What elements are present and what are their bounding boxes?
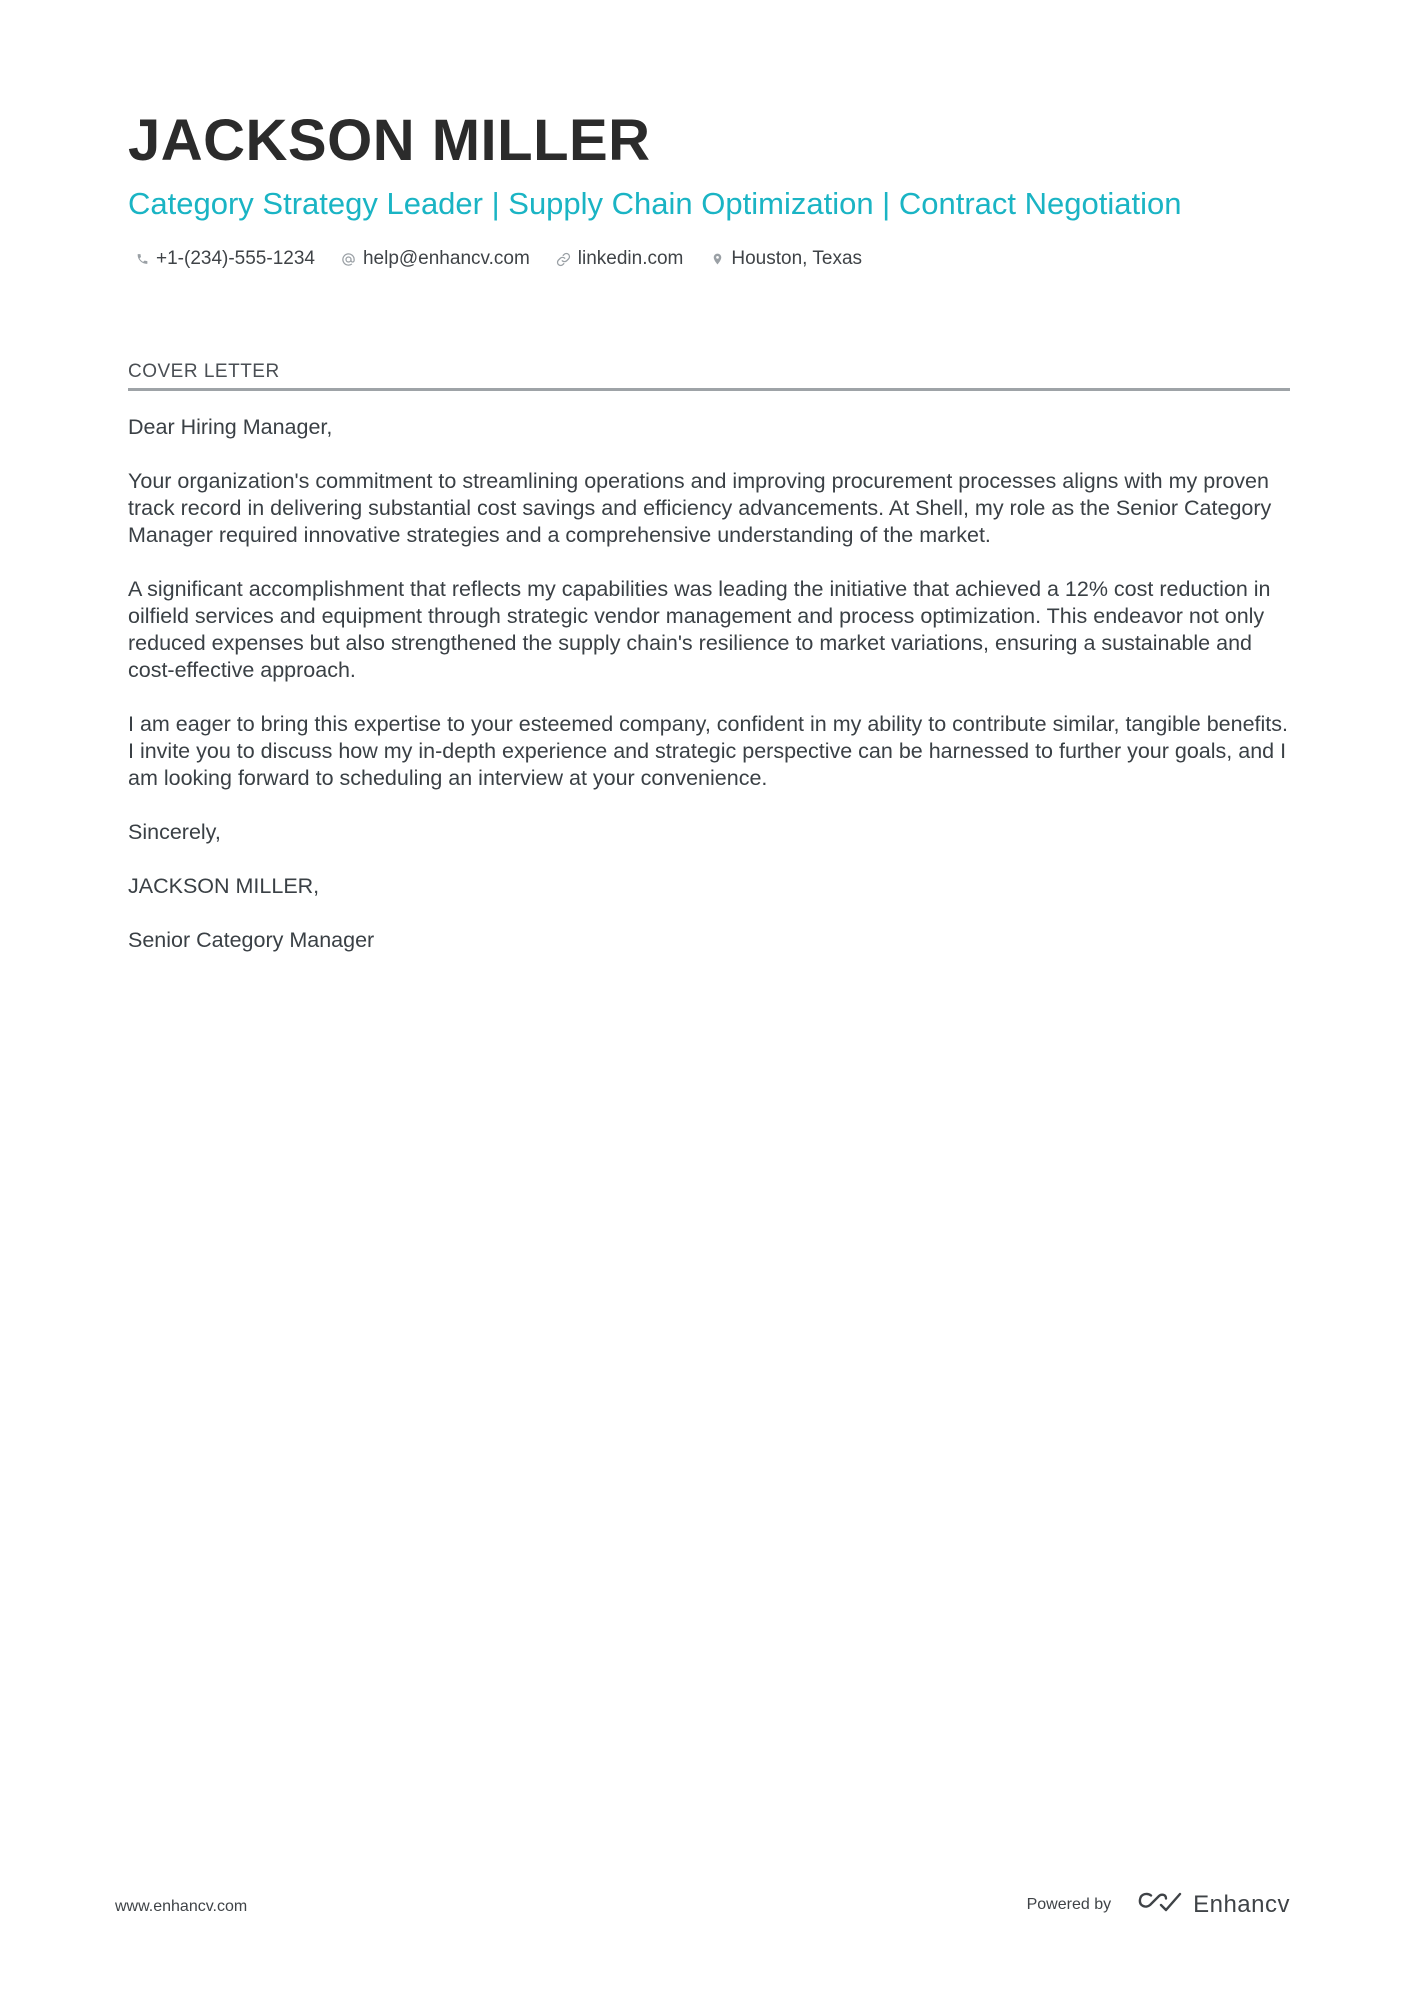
powered-by-label: Powered by [1026,1895,1112,1913]
email-text: help@enhancv.com [362,248,530,269]
headline: Category Strategy Leader | Supply Chain Optimization | Contract Negotiation [128,186,1182,221]
section-title-cover-letter: COVER LETTER [128,361,1290,391]
phone-text: +1-(234)-555-1234 [156,248,315,269]
contact-email[interactable] [341,248,530,270]
contact-phone[interactable] [134,248,315,270]
enhancv-logo-icon [1137,1890,1183,1919]
contact-linkedin[interactable] [556,248,684,270]
footer-url[interactable]: www.enhancv.com [115,1898,248,1915]
signature-name: JACKSON MILLER, [128,874,320,898]
paragraph-2: A significant accomplishment that reflects my capabilities was leading the initiative that achieved a 12% cost reduction in oilfield services and equipment through strategic vendor management and process optimization. This endeavor not only reduced expenses but also strengthened the supply chain's resilience to market variations, ensuring a sustainable and cost-effective approach. [128,577,1271,682]
contact-bar [134,248,888,270]
at-sign-icon [341,250,357,268]
letter-body [128,414,1290,981]
link-icon [556,250,572,268]
location-pin-icon [709,250,725,268]
phone-icon [134,250,150,268]
salutation: Dear Hiring Manager, [128,415,333,439]
contact-location [709,248,862,270]
candidate-name: JACKSON MILLER [128,108,651,173]
enhancv-brand-name: Enhancv [1193,1890,1290,1918]
paragraph-3: I am eager to bring this expertise to your esteemed company, confident in my ability to contribute similar, tangible benefits. I invite you to discuss how my in-depth experience and strategic perspective can be harnessed to further your goals, and I am looking forward to scheduling an interview at your convenience. [128,712,1289,790]
enhancv-logo[interactable] [1137,1890,1290,1919]
closing: Sincerely, [128,820,221,844]
signature-title: Senior Category Manager [128,928,375,952]
linkedin-text: linkedin.com [577,248,684,269]
location-text: Houston, Texas [731,248,863,269]
paragraph-1: Your organization's commitment to streamlining operations and improving procurement processes aligns with my proven track record in delivering substantial cost savings and efficiency advancements. At Shell, my role as the Senior Category Manager required innovative strategies and a comprehensive understanding of the market. [128,469,1272,547]
powered-by [1027,1890,1290,1919]
